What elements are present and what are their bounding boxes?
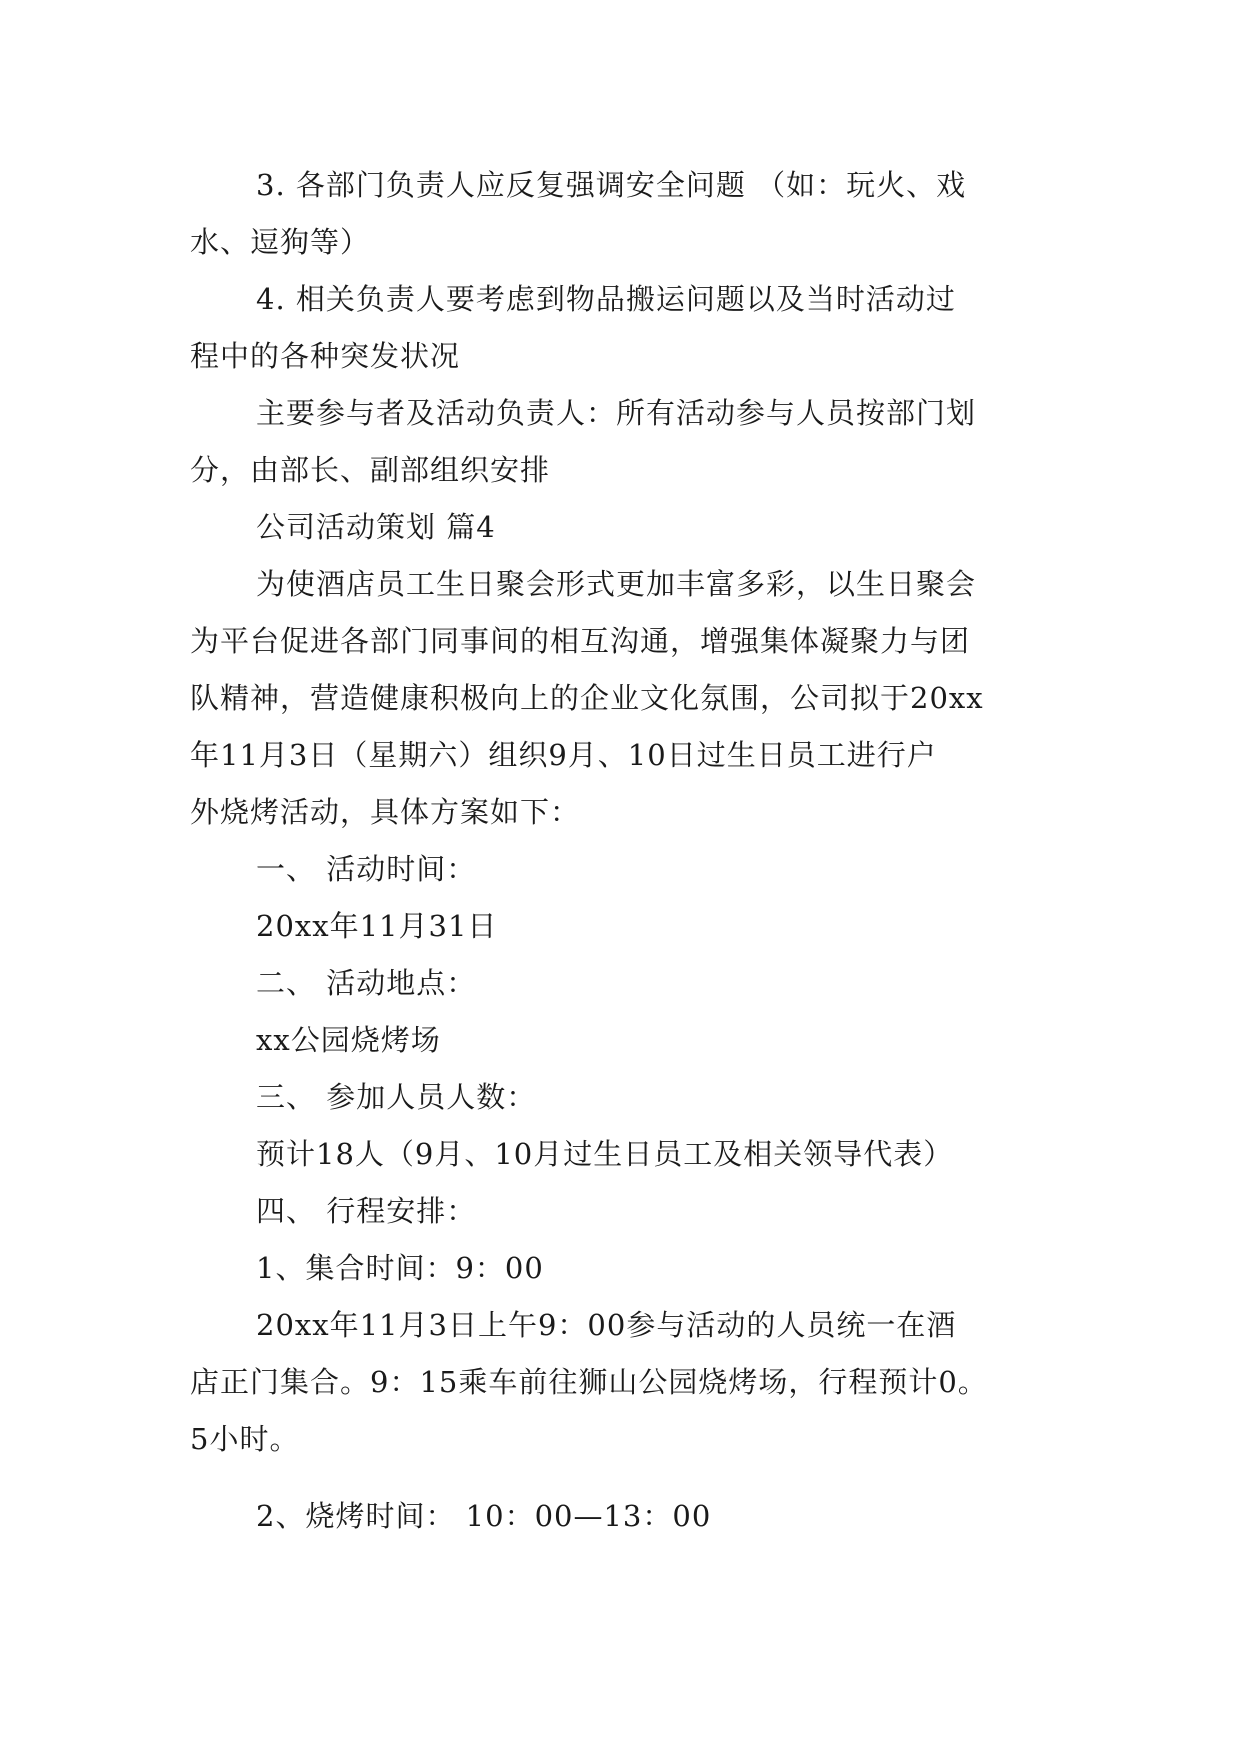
- list-heading: 一、 活动时间：: [256, 852, 477, 886]
- paragraph-line: 20xx年11月3日上午9：00参与活动的人员统一在酒: [256, 1308, 957, 1342]
- list-value: 预计18人（9月、10月过生日员工及相关领导代表）: [256, 1137, 954, 1171]
- paragraph-line: 4. 相关负责人要考虑到物品搬运问题以及当时活动过: [256, 282, 956, 316]
- list-value: 20xx年11月31日: [256, 909, 498, 943]
- list-item: 1、集合时间：9：00: [256, 1251, 544, 1285]
- paragraph-line: 5小时。: [190, 1422, 300, 1456]
- section-heading: 公司活动策划 篇4: [256, 510, 496, 544]
- list-item: 2、烧烤时间： 10：00—13：00: [256, 1499, 712, 1533]
- list-heading: 四、 行程安排：: [256, 1194, 477, 1228]
- paragraph-line: 为平台促进各部门同事间的相互沟通，增强集体凝聚力与团: [190, 624, 971, 658]
- paragraph-line: 年11月3日（星期六）组织9月、10日过生日员工进行户: [190, 738, 937, 772]
- paragraph-line: 主要参与者及活动负责人：所有活动参与人员按部门划: [256, 396, 977, 430]
- paragraph-line: 分，由部长、副部组织安排: [190, 453, 551, 487]
- paragraph-line: 水、逗狗等）: [190, 225, 371, 259]
- list-heading: 三、 参加人员人数：: [256, 1080, 537, 1114]
- list-heading: 二、 活动地点：: [256, 966, 477, 1000]
- paragraph-line: 程中的各种突发状况: [190, 339, 461, 373]
- paragraph-line: 店正门集合。9：15乘车前往狮山公园烧烤场，行程预计0。: [190, 1365, 988, 1399]
- list-value: xx公园烧烤场: [256, 1023, 441, 1057]
- paragraph-line: 队精神，营造健康积极向上的企业文化氛围，公司拟于20xx: [190, 681, 984, 715]
- paragraph-line: 外烧烤活动，具体方案如下：: [190, 795, 581, 829]
- paragraph-line: 3. 各部门负责人应反复强调安全问题 （如：玩火、戏: [256, 168, 967, 202]
- paragraph-line: 为使酒店员工生日聚会形式更加丰富多彩，以生日聚会: [256, 567, 977, 601]
